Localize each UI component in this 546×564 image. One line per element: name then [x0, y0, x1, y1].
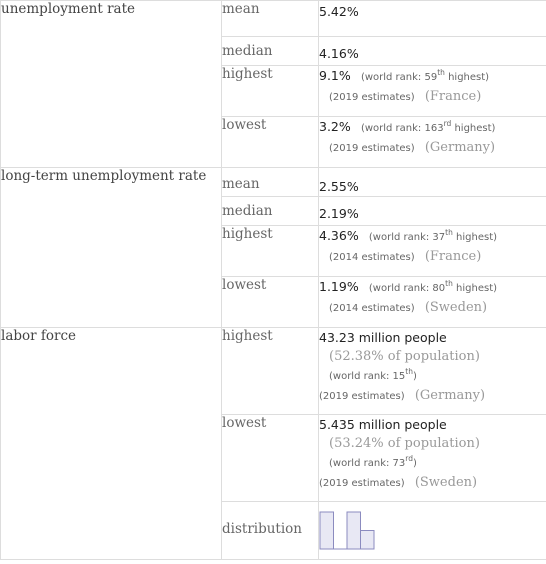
- property-label: unemployment rate: [1, 1, 222, 168]
- value-text: 4.16%: [319, 46, 359, 61]
- estimate-note: (2019 estimates): [319, 391, 405, 402]
- estimate-note: (2019 estimates): [329, 143, 415, 154]
- country-name: (France): [424, 249, 482, 264]
- table-row: [1, 168, 546, 197]
- histogram-bar: [361, 531, 375, 550]
- key-highest: highest: [222, 226, 319, 277]
- table-row: [1, 328, 546, 415]
- value-text: 3.2%: [319, 119, 351, 134]
- value-cell: [319, 415, 546, 502]
- value-text: 5.42%: [319, 4, 359, 19]
- histogram-bar: [320, 512, 334, 549]
- country-name: (Germany): [424, 140, 496, 155]
- country-name: (Germany): [414, 388, 486, 403]
- value-text: 43.23 million people: [319, 330, 447, 345]
- value-text: 9.1%: [319, 68, 351, 83]
- key-lowest: lowest: [222, 415, 319, 502]
- value-cell: [319, 226, 546, 277]
- value-cell: [319, 1, 546, 37]
- value-text: 5.435 million people: [319, 417, 447, 432]
- value-cell: [319, 277, 546, 328]
- estimate-note: (2019 estimates): [319, 478, 405, 489]
- value-cell: [319, 66, 546, 117]
- estimate-note: (2014 estimates): [329, 252, 415, 263]
- world-rank: (world rank: 163rd highest): [360, 118, 496, 134]
- property-label: long-term unemployment rate: [1, 168, 222, 328]
- value-cell: [319, 197, 546, 226]
- country-name: (Sweden): [424, 300, 488, 315]
- property-label: labor force: [1, 328, 222, 560]
- key-lowest: lowest: [222, 277, 319, 328]
- histogram-bar: [347, 512, 361, 549]
- value-cell: [319, 117, 546, 168]
- value-cell: [319, 328, 546, 415]
- value-text: 4.36%: [319, 228, 359, 243]
- country-name: (France): [424, 89, 482, 104]
- key-highest: highest: [222, 66, 319, 117]
- estimate-note: (2014 estimates): [329, 303, 415, 314]
- country-name: (Sweden): [414, 475, 478, 490]
- world-rank: (world rank: 37th highest): [368, 227, 498, 243]
- value-cell: [319, 37, 546, 66]
- population-share: (53.24% of population): [329, 436, 480, 451]
- world-rank: (world rank: 59th highest): [360, 67, 490, 83]
- world-rank: (world rank: 80th highest): [368, 278, 498, 294]
- key-lowest: lowest: [222, 117, 319, 168]
- key-median: median: [222, 37, 319, 66]
- key-mean: mean: [222, 1, 319, 37]
- value-cell: [319, 502, 546, 560]
- key-mean: mean: [222, 168, 319, 197]
- key-distribution: distribution: [222, 502, 319, 560]
- world-rank: (world rank: 15th): [329, 366, 417, 382]
- value-text: 2.19%: [319, 206, 359, 221]
- world-rank: (world rank: 73rd): [329, 453, 417, 469]
- key-highest: highest: [222, 328, 319, 415]
- population-share: (52.38% of population): [329, 349, 480, 364]
- key-median: median: [222, 197, 319, 226]
- value-text: 1.19%: [319, 279, 359, 294]
- estimate-note: (2019 estimates): [329, 92, 415, 103]
- table-row: [1, 1, 546, 37]
- value-cell: [319, 168, 546, 197]
- value-text: 2.55%: [319, 179, 359, 194]
- distribution-histogram: [319, 511, 399, 553]
